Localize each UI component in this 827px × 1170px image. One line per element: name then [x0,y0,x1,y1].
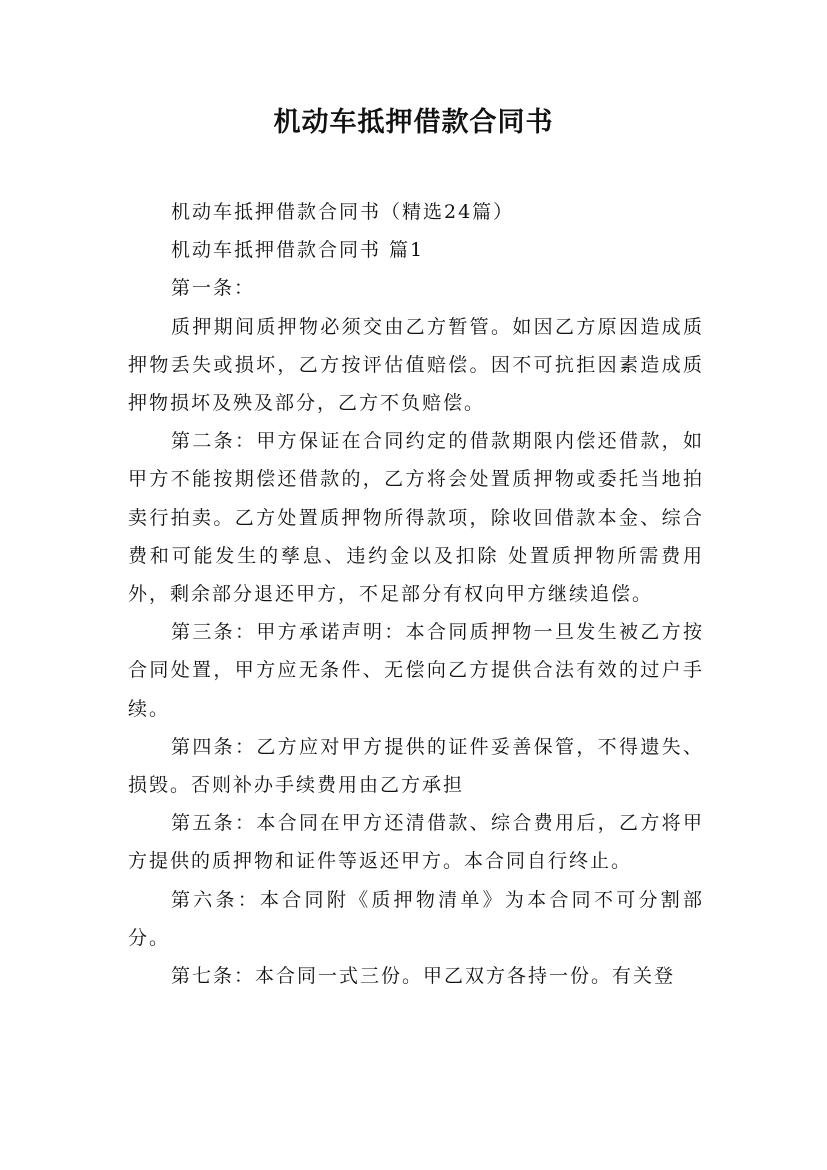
paragraph-article-6: 第六条：本合同附《质押物清单》为本合同不可分割部分。 [128,888,704,949]
paragraph-article-2: 第二条：甲方保证在合同约定的借款期限内偿还借款，如甲方不能按期偿还借款的，乙方将会处置质押物或委托当地拍卖行拍卖。乙方处置质押物所得款项，除收回借款本金、综合费和可能发生的孳息、违约金以及扣除 处置质押物所需费用外，剩余部分退还甲方，不足部分有权向甲方继续追偿。 [128,430,704,606]
paragraph-article-7: 第七条：本合同一式三份。甲乙双方各持一份。有关登 [171,965,676,988]
paragraph-article-4: 第四条：乙方应对甲方提供的证件妥善保管，不得遗失、损毁。否则补办手续费用由乙方承担 [128,735,704,797]
document-body [128,193,704,995]
paragraph-article-5: 第五条：本合同在甲方还清借款、综合费用后，乙方将甲方提供的质押物和证件等返还甲方。本合同自行终止。 [128,812,704,873]
paragraph-subtitle: 机动车抵押借款合同书（精选24篇） [171,201,515,223]
paragraph-article-1-body: 质押期间质押物必须交由乙方暂管。如因乙方原因造成质押物丢失或损坏，乙方按评估值赔偿。因不可抗拒因素造成质押物损坏及殃及部分，乙方不负赔偿。 [128,315,704,415]
paragraph-section-heading: 机动车抵押借款合同书 篇1 [171,239,425,262]
paragraph-article-3: 第三条：甲方承诺声明：本合同质押物一旦发生被乙方按合同处置，甲方应无条件、无偿向乙方提供合法有效的过户手续。 [128,621,704,720]
paragraph-article-1-heading: 第一条： [171,277,256,300]
document-title: 机动车抵押借款合同书 [273,107,554,138]
